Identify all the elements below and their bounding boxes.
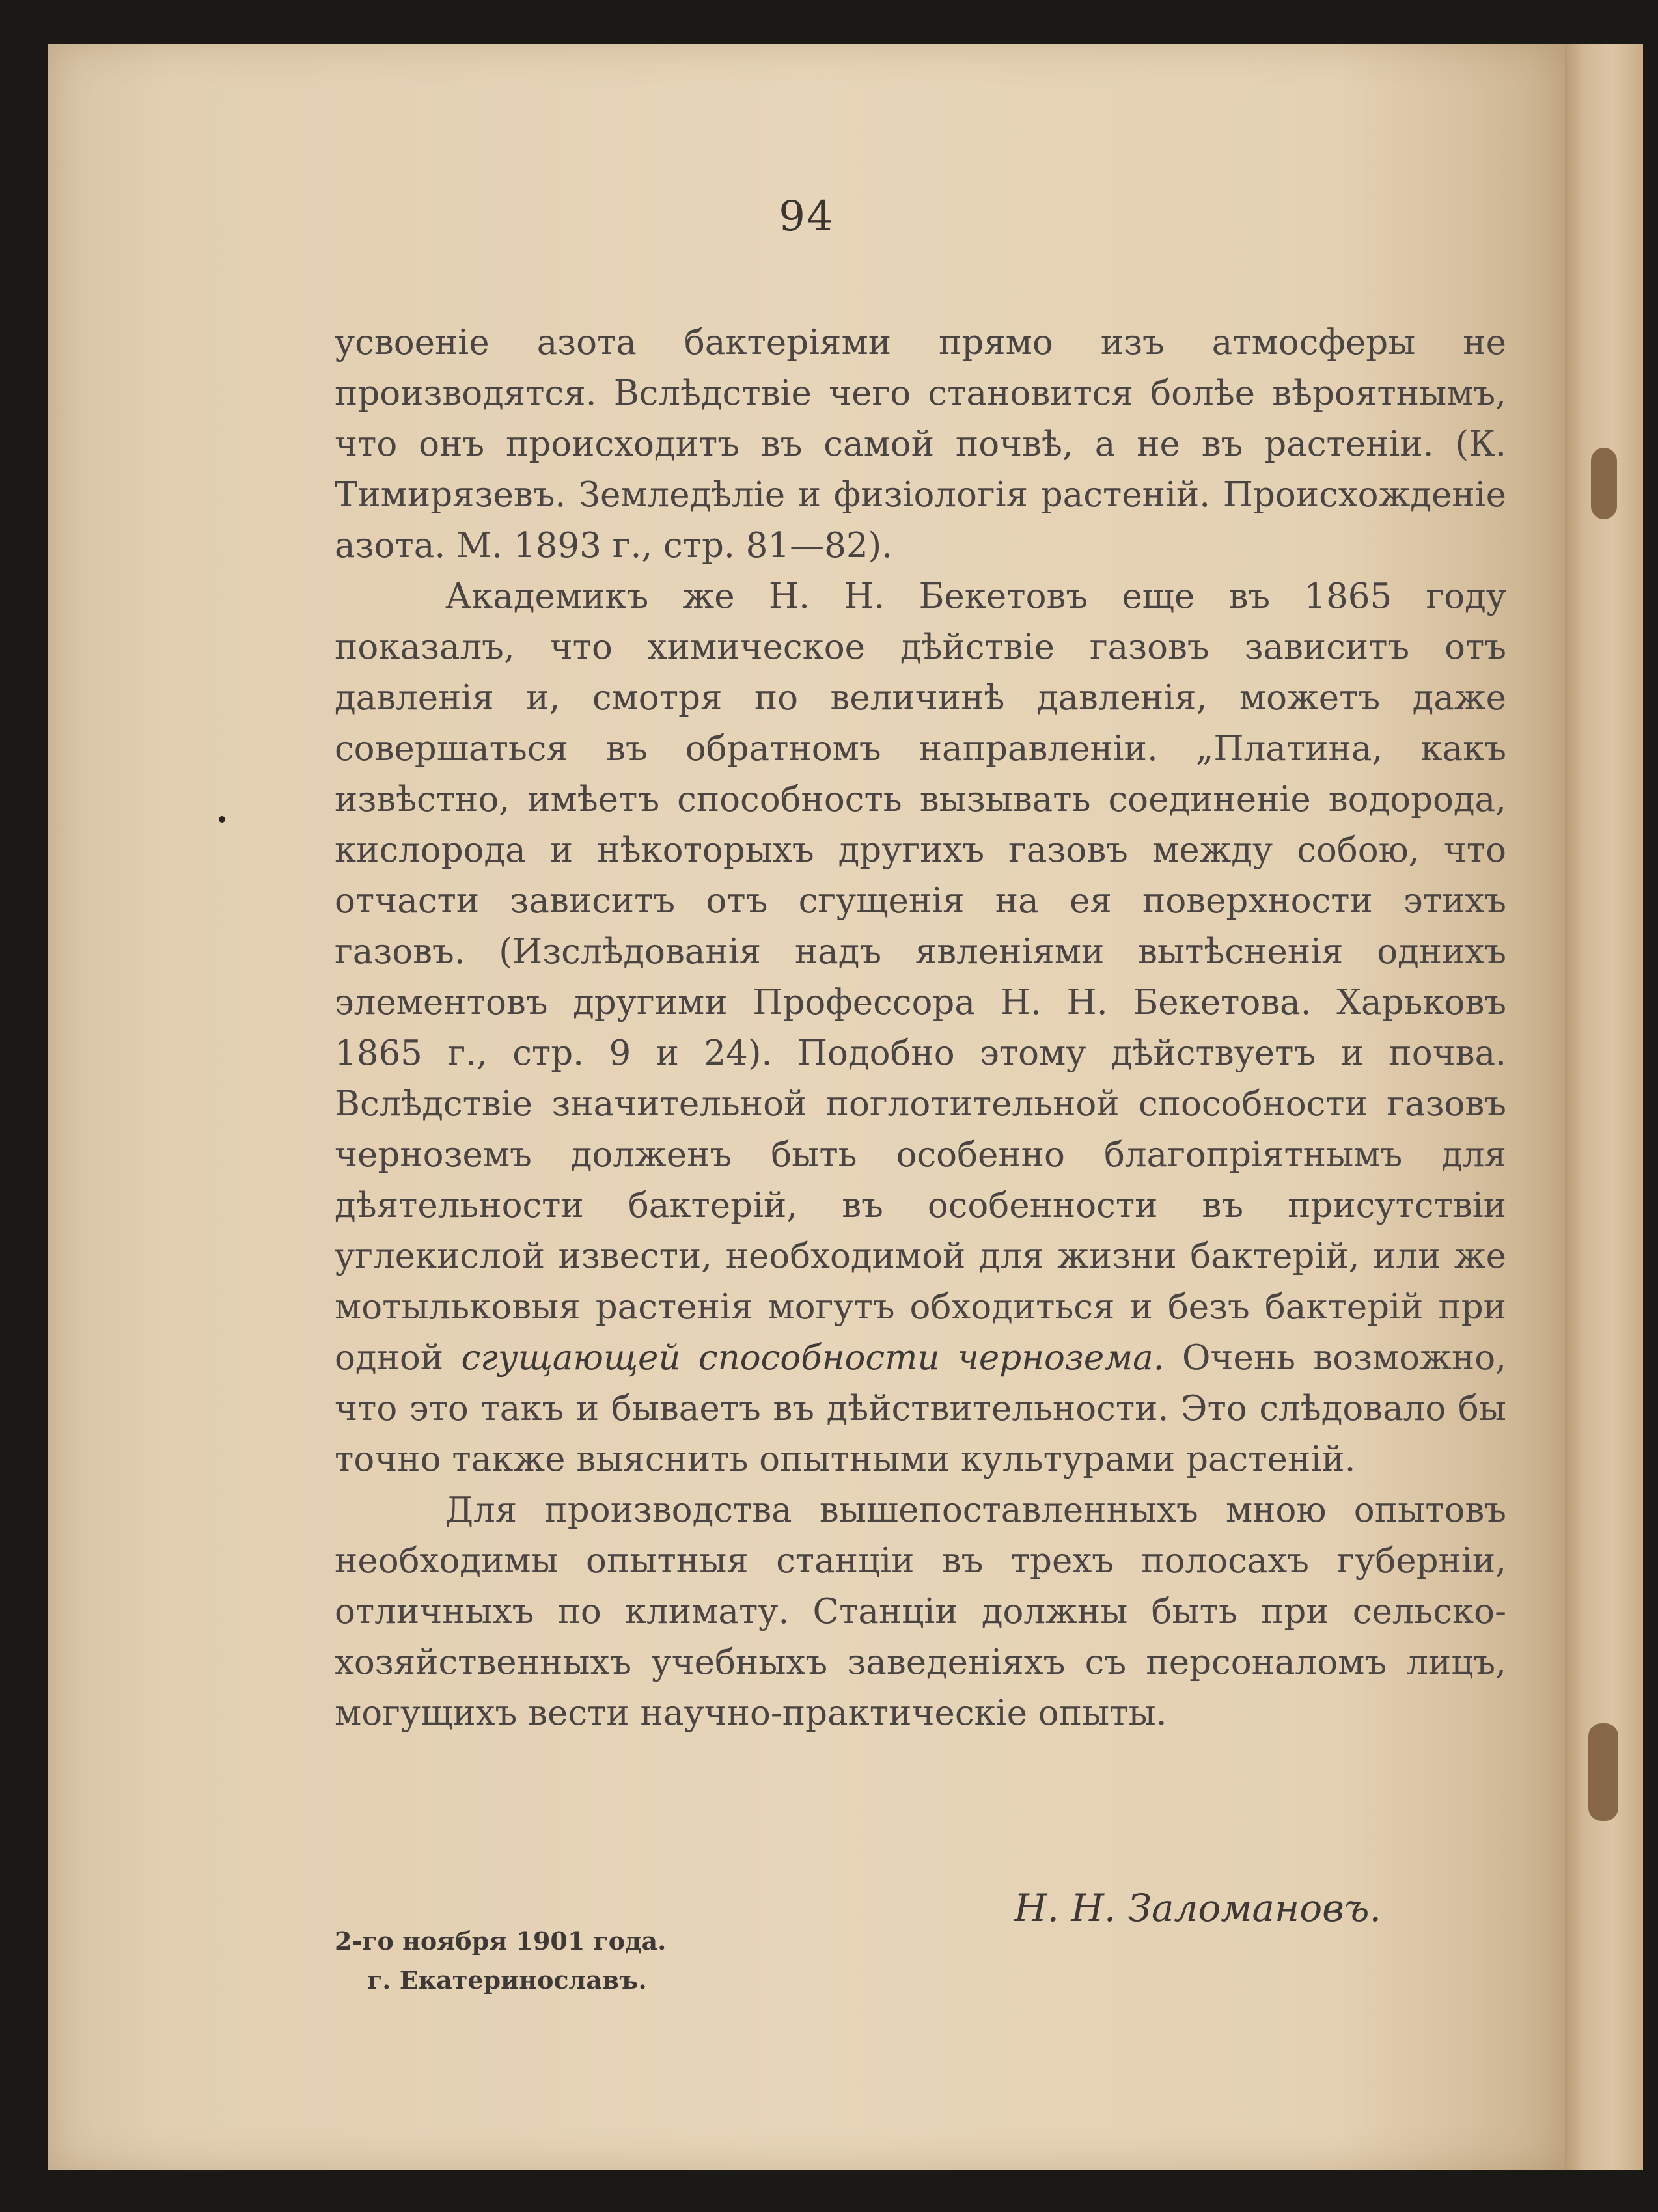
page-number: 94 <box>779 193 835 241</box>
date-line: 2-го ноября 1901 года. <box>335 1926 667 1956</box>
paragraph-2: Академикъ же Н. Н. Бекетовъ еще въ 1865 году показалъ, что химическое дѣйствіе газовъ зависитъ отъ давленія и, смотря по величинѣ давленія, можетъ даже совершаться въ обратномъ направленіи. „Платина, какъ извѣстно, имѣетъ способность вызывать соединеніе водорода, кислорода и нѣкоторыхъ другихъ газовъ между собою, что отчасти зависитъ отъ сгущенія на ея поверхности этихъ газовъ. (Изслѣдованія надъ явленіями вытѣсненія однихъ элементовъ другими Профессора Н. Н. Бекетова. Харьковъ 1865 г., стр. 9 и 24). Подобно этому дѣйствуетъ и почва. Вслѣдствіе значительной поглотительной способности газовъ черноземъ долженъ быть особенно благопріятнымъ для дѣятельности бактерій, въ особенности въ присутствіи углекислой извести, необходимой для жизни бактерій, или же мотыльковыя растенія могутъ обходиться и безъ бактерій при одной сгущающей способности чернозема. Очень возможно, что это такъ и бываетъ въ дѣйствительности. Это слѣдовало бы точно также выяснить опытными культурами растеній. <box>335 577 1507 1479</box>
stain-mark <box>1591 448 1617 519</box>
body-text <box>335 318 1506 1739</box>
paragraph-1: усвоеніе азота бактеріями прямо изъ атмосферы не производятся. Вслѣдствіе чего становится болѣе вѣроятнымъ, что онъ происходитъ въ самой почвѣ, а не въ растеніи. (К. Тимирязевъ. Земледѣліе и физіологія растеній. Происхожденіе азота. М. 1893 г., стр. 81—82). <box>335 323 1506 566</box>
italic-emphasis: сгущающей способности чернозема. <box>461 1338 1165 1378</box>
city-line: г. Екатеринославъ. <box>367 1965 647 1995</box>
paragraph-3: Для производства вышепоставленныхъ мною опытовъ необходимы опытныя станціи въ трехъ полосахъ губерніи, отличныхъ по климату. Станціи должны быть при сельско-хозяйственныхъ учебныхъ заведеніяхъ съ персоналомъ лицъ, могущихъ вести научно-практическіе опыты. <box>335 1490 1506 1733</box>
date-place-block <box>335 1922 666 2000</box>
book-page <box>48 44 1565 2170</box>
stain-mark <box>1588 1723 1618 1821</box>
ink-speck <box>219 816 225 823</box>
author-signature: Н. Н. Заломановъ. <box>1014 1886 1381 1930</box>
page-fold-shadow <box>1565 44 1643 2170</box>
